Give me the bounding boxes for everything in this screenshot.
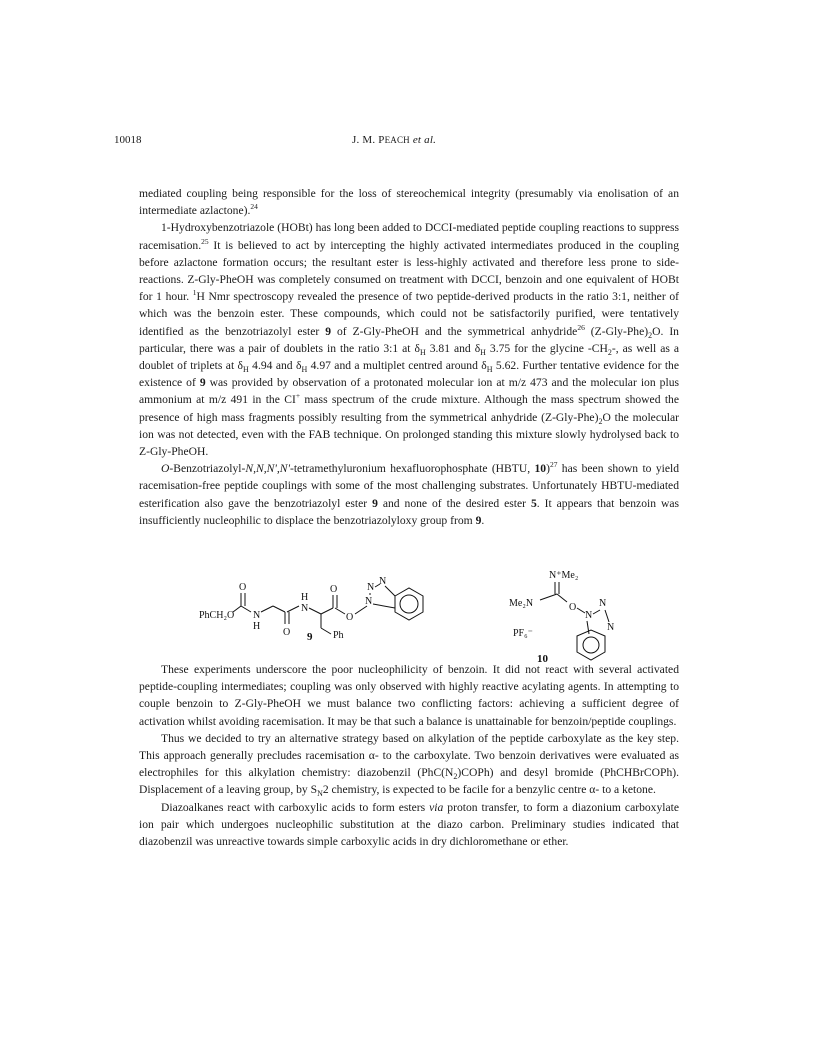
- bond: [593, 610, 600, 614]
- bond: [355, 606, 367, 614]
- bond: [335, 608, 345, 614]
- text-span: Diazoalkanes react with carboxylic acids to form esters: [161, 800, 430, 814]
- page-number: 10018: [114, 134, 142, 146]
- benzene-ring: [577, 630, 605, 660]
- text-span: of Z-Gly-PheOH and the symmetrical anhydride: [331, 324, 578, 338]
- pf6-label: PF₆⁻: [513, 628, 533, 639]
- text-span: Thus we decided to try an alternative strategy based on alkylation of the peptide carboxylate as the key step. This approach generally precludes racemisation α- to the carboxylate. Two benzoin derivatives were evaluated as electrophiles for this alkylation chemistry: diazobenzil (PhC(N: [139, 731, 679, 780]
- text-span: 3.75 for the glycine -CH: [485, 341, 608, 355]
- structures-figure: [195, 566, 640, 676]
- bond: [577, 608, 585, 613]
- subscript: H: [480, 347, 486, 357]
- citation: 27: [549, 460, 558, 470]
- text-span: These experiments underscore the poor nucleophilicity of benzoin. It did not react with several activated peptide-coupling intermediates; coupling was only observed with highly reactive acylating agents. In attempting to couple benzoin to Z-Gly-PheOH we must balance two conflicting factors: achieving a sufficient degree of activation whilst avoiding racemisation. It may be that such a balance is unattainable for benzoin/peptide couplings.: [139, 663, 679, 728]
- compound-ref: 10: [534, 462, 547, 476]
- text-span: mass spectrum of the crude mixture. Although the mass spectrum showed the presence of high mass fragments possibly resulting from the symmetrical anhydride (Z-Gly-Phe): [139, 393, 679, 424]
- superscript: 1: [192, 288, 197, 298]
- nitrogen-label: N: [585, 610, 593, 621]
- upper-body: [139, 185, 679, 529]
- text-span: H Nmr spectroscopy revealed the presence of two peptide-derived products in the ratio 3:1, neither of which was the benzoin ester. These compounds, which could not be satisfactorily purified, were tentatively identified as the benzotriazolyl ester: [139, 290, 679, 338]
- oxygen-label: O: [330, 584, 338, 595]
- text-span: intermediate azlactone).: [139, 204, 251, 218]
- text-span: 4.94 and δ: [248, 359, 302, 373]
- bond: [233, 606, 241, 612]
- text-span: proton transfer, to form a diazonium carboxylate ion pair which undergoes nucleophilic substitution at the diazo carbon. Preliminary studies indicated that diazobenzil was unreactive towards simple carboxylic acids in dry dichloromethane or ether.: [139, 800, 679, 849]
- nitrogen-label: N: [607, 622, 615, 633]
- page-header: [114, 134, 674, 150]
- text-span: O. In particular, there was a pair of doublets in the ratio 3:1 at δ: [139, 324, 679, 355]
- bond: [385, 586, 395, 596]
- text-span: -, as well as a doublet of triplets at δ: [139, 341, 679, 373]
- bond: [321, 608, 333, 614]
- oxygen-label: O: [346, 612, 354, 623]
- text-span: It is believed to act by intercepting the highly activated intermediates produced in the coupling before azlactone formation occurs; the resultant ester is less-highly activated and therefore less prone to side-reactions. Z-Gly-PheOH was completely consumed on treatment with DCCI, benzoin and one equivalent of HOBt for 1 hour.: [139, 238, 679, 304]
- bond: [557, 594, 567, 602]
- bond: [321, 628, 331, 634]
- nitrogen-label: N: [365, 596, 373, 607]
- paragraph-continued: [139, 185, 679, 219]
- bond: [540, 594, 557, 600]
- compound-ref: 9: [475, 513, 482, 527]
- citation: 24: [250, 202, 258, 212]
- hydrogen-label: H: [253, 621, 261, 632]
- text-span: -tetramethyluronium hexafluorophosphate (HBTU,: [289, 462, 535, 476]
- et-al: et al.: [412, 134, 437, 146]
- text-span: and none of the desired ester: [377, 496, 531, 510]
- oxygen-label: O: [239, 582, 247, 593]
- author-initials: J. M. P: [351, 134, 385, 146]
- text-span: 4.97 and a multiplet centred around δ: [307, 359, 487, 373]
- structure-10: [509, 570, 614, 665]
- structure-9: [199, 576, 423, 643]
- paragraph-diazoalkanes: [139, 799, 679, 851]
- phch2o-label: PhCH₂O: [199, 610, 235, 621]
- nme2-plus-label: N⁺Me₂: [549, 570, 579, 581]
- lower-body: [139, 661, 679, 850]
- compound-label: 10: [537, 653, 548, 665]
- text-span: O the molecular ion was not detected, even with the FAB technique. On prolonged standing this mixture slowly hydrolysed back to Z-Gly-PheOH.: [139, 410, 679, 459]
- text-span: -Benzotriazolyl-: [169, 462, 246, 476]
- citation: 26: [577, 322, 585, 332]
- chemical-structures: [195, 566, 640, 676]
- text-span: .: [481, 513, 485, 527]
- aromatic-circle: [400, 595, 418, 613]
- subscript: 2: [607, 347, 612, 357]
- bond: [309, 608, 321, 614]
- italic-text: N,N,N',N': [245, 462, 290, 476]
- subscript: H: [486, 365, 493, 375]
- superscript: +: [295, 391, 301, 401]
- text-span: mediated coupling being responsible for the loss of stereochemical integrity (presumably via enolisation of an: [139, 187, 679, 200]
- nitrogen-label: N: [367, 582, 375, 593]
- subscript: N: [317, 789, 323, 799]
- subscript: 2: [648, 330, 653, 340]
- text-span: 5.62. Further tentative evidence for the existence of: [139, 359, 679, 390]
- subscript: H: [243, 365, 249, 375]
- compound-label: 9: [307, 631, 313, 643]
- paragraph-hbtu: [139, 460, 679, 529]
- running-head: [114, 134, 674, 146]
- bond: [373, 604, 395, 608]
- text-span: 3.81 and δ: [425, 341, 481, 355]
- bond: [287, 606, 299, 612]
- aromatic-circle: [583, 637, 599, 653]
- oxygen-label: O: [569, 602, 577, 613]
- text-span: 1-Hydroxybenzotriazole (HOBt) has long been added to DCCI-mediated peptide coupling reactions to suppress racemisation.: [139, 221, 679, 252]
- compound-ref: 9: [372, 496, 378, 510]
- nitrogen-label: N: [599, 598, 607, 609]
- benzene-ring: [395, 588, 423, 620]
- bond: [241, 606, 251, 612]
- text-span: ): [546, 462, 550, 476]
- subscript: 2: [598, 416, 603, 426]
- italic-text: O: [161, 462, 170, 476]
- bond: [273, 606, 285, 612]
- text-span: was provided by observation of a protonated molecular ion at m/z 473 and the molecular ion plus ammonium at m/z 491 in the CI: [139, 376, 680, 407]
- text-span: )COPh) and desyl bromide (PhCHBrCOPh). Displacement of a leaving group, by S: [139, 766, 679, 797]
- hydrogen-label: H: [301, 592, 309, 603]
- paragraph-hobt: [139, 219, 679, 460]
- ph-label: Ph: [333, 630, 344, 641]
- citation: 25: [201, 236, 209, 246]
- paragraph-strategy: [139, 730, 679, 799]
- text-span: (Z-Gly-Phe): [584, 324, 649, 338]
- nitrogen-label: N: [379, 576, 387, 587]
- text-span: . It appears that benzoin was insufficiently nucleophilic to displace the benzotriazolyloxy group from: [139, 496, 679, 527]
- subscript: H: [301, 365, 308, 375]
- italic-text: via: [429, 800, 444, 814]
- me2n-label: Me₂N: [509, 598, 534, 609]
- compound-ref: 9: [325, 324, 332, 338]
- bond: [261, 606, 273, 612]
- compound-ref: 5: [530, 496, 537, 510]
- nitrogen-label: N: [301, 603, 309, 614]
- text-span: has been shown to yield racemisation-free peptide couplings with some of the most challenging substrates. Unfortunately HBTU-mediated esterification also gave the benzotriazolyl ester: [139, 462, 679, 510]
- subscript: H: [419, 347, 426, 357]
- subscript: 2: [453, 772, 458, 782]
- compound-ref: 9: [199, 376, 206, 390]
- text-span: 2 chemistry, is expected to be facile for a benzylic centre α- to a ketone.: [322, 783, 656, 797]
- oxygen-label: O: [283, 627, 291, 638]
- nitrogen-label: N: [253, 610, 261, 621]
- bond: [605, 610, 609, 622]
- paragraph-experiments: [139, 661, 679, 730]
- author-smallcaps: EACH: [384, 135, 410, 145]
